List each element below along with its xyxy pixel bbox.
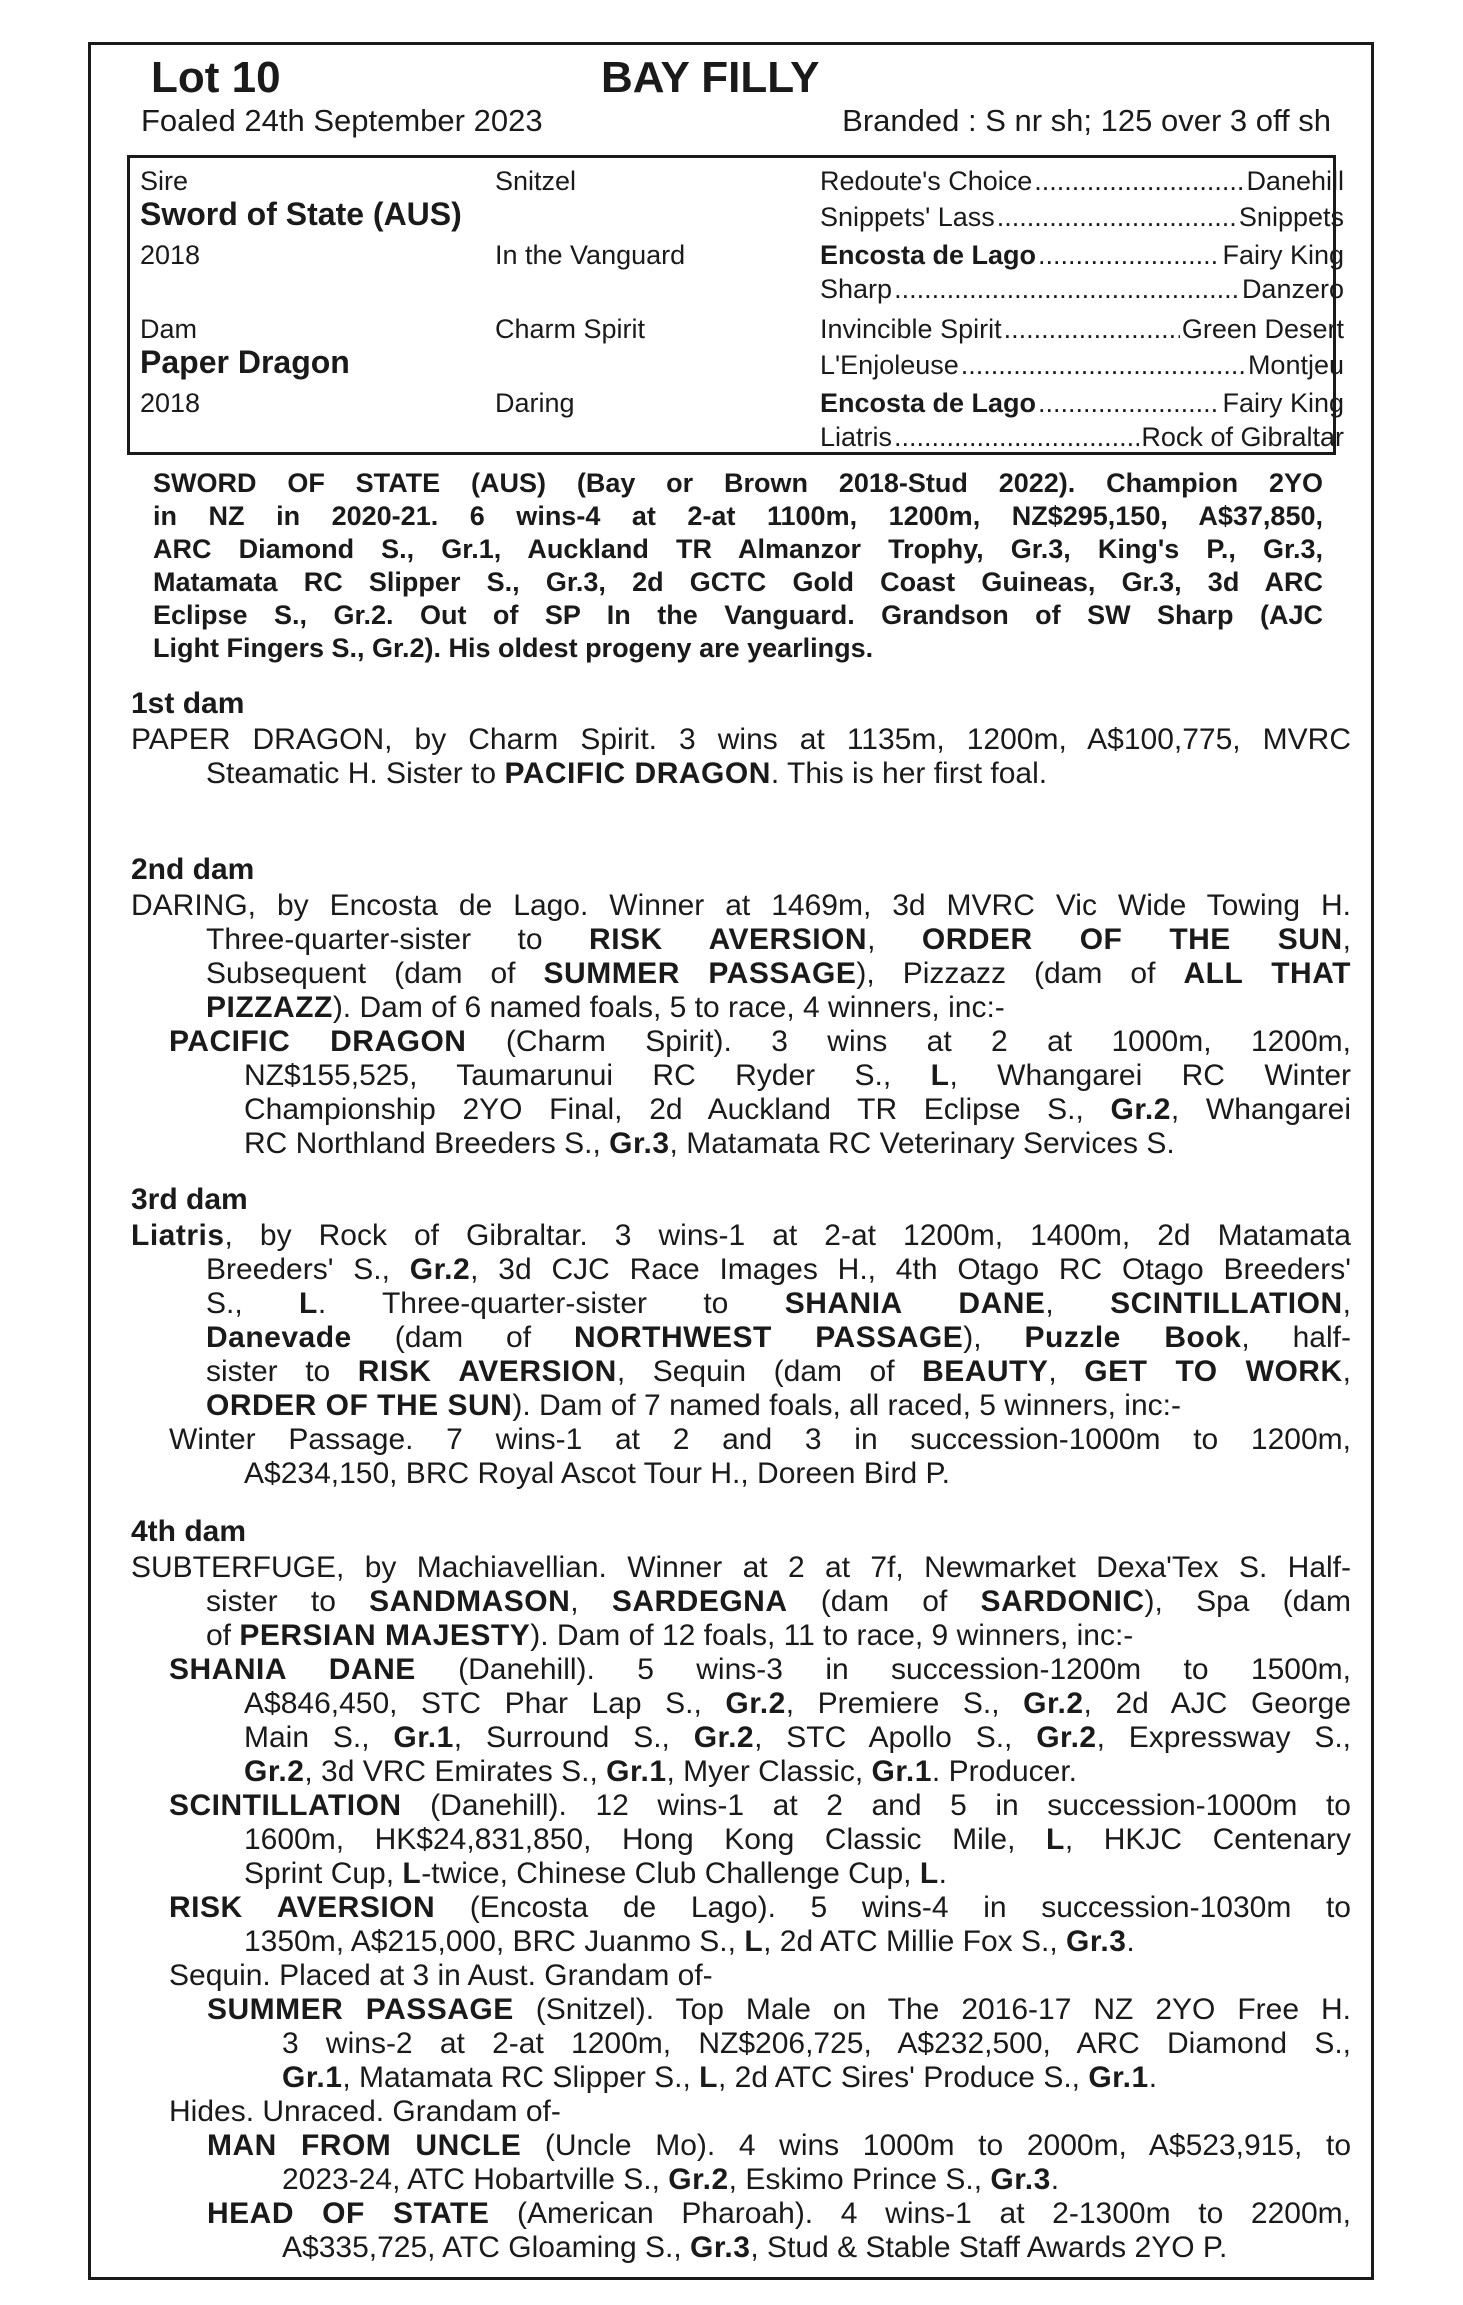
text-line: [131, 1721, 1351, 1755]
horse-name: SARDONIC: [980, 1585, 1145, 1618]
text-run: Fairy King: [1222, 388, 1344, 418]
text-run: sister to: [206, 1585, 370, 1618]
sire-label: Sire: [140, 166, 189, 196]
text-run: 1350m, A$215,000, BRC Juanmo S.,: [244, 1925, 745, 1958]
text-run: Encosta de Lago: [820, 388, 1037, 418]
page-title: BAY FILLY: [601, 53, 820, 102]
gen3-row: [820, 314, 1344, 345]
text-line: Light Fingers S., Gr.2). His oldest progeny are yearlings.: [153, 633, 874, 663]
gen3-row: [820, 422, 1344, 453]
horse-name: Gr.2: [1023, 1687, 1084, 1720]
horse-name: Gr.3: [690, 2231, 751, 2264]
text-run: , 2d ATC Millie Fox S.,: [763, 1925, 1066, 1958]
text-line: [131, 1287, 1351, 1321]
sire-dam: In the Vanguard: [495, 240, 686, 270]
text-run: Main S.,: [244, 1721, 394, 1754]
dam-sire: Charm Spirit: [495, 314, 646, 344]
text-line: SWORD OF STATE (AUS) (Bay or Brown 2018-Stud 2022). Champion 2YO: [153, 468, 1323, 498]
text-run: A$846,450, STC Phar Lap S.,: [244, 1687, 726, 1720]
horse-name: SUMMER PASSAGE: [207, 1993, 514, 2026]
text-run: , Whangarei RC Winter: [949, 1059, 1351, 1092]
text-run: [997, 202, 1237, 233]
text-run: ), Pizzazz (dam of: [856, 957, 1184, 990]
text-line: [131, 1585, 1351, 1619]
text-run: (Danehill). 12 wins-1 at 2 and 5 in succession-1000m to: [401, 1789, 1351, 1822]
text-run: [894, 274, 1240, 305]
horse-name: SCINTILLATION: [1110, 1287, 1343, 1320]
text-run: Invincible Spirit: [820, 314, 1002, 344]
horse-name: SUMMER PASSAGE: [543, 957, 857, 990]
horse-name: ALL THAT: [1183, 957, 1351, 990]
text-line: [131, 1127, 1351, 1161]
text-run: NZ$155,525, Taumarunui RC Ryder S.,: [244, 1059, 931, 1092]
text-line: [131, 1355, 1351, 1389]
text-run: , HKJC Centenary: [1064, 1823, 1351, 1856]
text-line: Matamata RC Slipper S., Gr.3, 2d GCTC Gold Coast Guineas, Gr.3, 3d ARC: [153, 567, 1323, 597]
text-run: Sprint Cup,: [244, 1857, 403, 1890]
text-run: (dam of: [787, 1585, 981, 1618]
text-line: [131, 1253, 1351, 1287]
horse-name: Gr.2: [409, 1253, 471, 1286]
lot-number: Lot 10: [151, 53, 281, 102]
text-line: Sequin. Placed at 3 in Aust. Grandam of-: [169, 1959, 713, 1992]
text-line: [131, 1925, 1351, 1959]
text-line: [131, 1789, 1351, 1823]
text-run: [894, 422, 1139, 453]
text-line: [131, 2129, 1351, 2163]
text-line: [131, 1857, 1351, 1891]
horse-name: Gr.3: [609, 1127, 670, 1160]
horse-name: Danevade: [206, 1321, 352, 1354]
text-run: [1038, 240, 1220, 271]
text-run: Danehill: [1246, 166, 1344, 196]
text-run: Redoute's Choice: [820, 166, 1033, 196]
text-run: , Eskimo Prince S.,: [728, 2163, 991, 2196]
gen3-row: [820, 166, 1344, 197]
text-run: ), Spa (dam: [1144, 1585, 1351, 1618]
text-run: ),: [963, 1321, 1025, 1354]
text-run: ,: [1342, 1287, 1351, 1320]
text-run: sister to: [206, 1355, 358, 1388]
text-run: Liatris: [820, 422, 893, 452]
section-title: 2nd dam: [131, 853, 255, 886]
text-line: [131, 1653, 1351, 1687]
sire-sire: Snitzel: [495, 166, 577, 196]
text-run: .: [938, 1857, 948, 1890]
text-run: (dam of: [351, 1321, 574, 1354]
dam-label: Dam: [140, 314, 198, 344]
horse-name: L: [930, 1059, 950, 1092]
horse-name: HEAD OF STATE: [207, 2197, 490, 2230]
text-run: Breeders' S.,: [206, 1253, 410, 1286]
section-title: 1st dam: [131, 687, 245, 720]
text-run: , Premiere S.,: [785, 1687, 1024, 1720]
gen3-row: [820, 388, 1344, 419]
text-run: Green Desert: [1181, 314, 1344, 344]
text-line: ARC Diamond S., Gr.1, Auckland TR Almanzor Trophy, Gr.3, King's P., Gr.3,: [153, 534, 1323, 564]
horse-name: Gr.1: [393, 1721, 454, 1754]
text-run: 2023-24, ATC Hobartville S.,: [282, 2163, 669, 2196]
horse-name: ORDER OF THE SUN: [206, 1389, 513, 1422]
text-run: Fairy King: [1222, 240, 1344, 270]
first-dam-section: [131, 687, 1351, 791]
text-line: [131, 1389, 1351, 1423]
horse-name: Gr.2: [693, 1721, 755, 1754]
sire-summary: [153, 467, 1323, 665]
horse-name: PIZZAZZ: [206, 991, 333, 1024]
text-line: [131, 757, 1351, 791]
text-run: , Surround S.,: [453, 1721, 694, 1754]
text-run: , Sequin (dam of: [616, 1355, 923, 1388]
text-line: A$234,150, BRC Royal Ascot Tour H., Doreen Bird P.: [244, 1457, 950, 1490]
horse-name: L: [1045, 1823, 1065, 1856]
dam-name: Paper Dragon: [140, 344, 350, 380]
text-run: , half-: [1241, 1321, 1351, 1354]
text-run: S.,: [206, 1287, 299, 1320]
text-run: Three-quarter-sister to: [206, 923, 590, 956]
text-run: Danzero: [1241, 274, 1344, 304]
text-run: ). Dam of 7 named foals, all raced, 5 winners, inc:-: [512, 1389, 1181, 1422]
text-run: .: [1050, 2163, 1060, 2196]
text-run: ,: [1342, 1355, 1351, 1388]
horse-name: Gr.2: [244, 1755, 305, 1788]
text-run: L'Enjoleuse: [820, 350, 959, 380]
horse-name: BEAUTY: [922, 1355, 1049, 1388]
sire-year: 2018: [140, 240, 201, 270]
text-line: [131, 1619, 1351, 1653]
horse-name: MAN FROM UNCLE: [207, 2129, 522, 2162]
text-run: ). Dam of 12 foals, 11 to race, 9 winners, inc:-: [530, 1619, 1134, 1652]
text-run: ). Dam of 6 named foals, 5 to race, 4 winners, inc:-: [332, 991, 1005, 1024]
text-run: , 3d VRC Emirates S.,: [304, 1755, 607, 1788]
text-run: ,: [570, 1585, 612, 1618]
text-run: (Charm Spirit). 3 wins at 2 at 1000m, 1200m,: [466, 1025, 1351, 1058]
horse-name: SANDMASON: [369, 1585, 571, 1618]
horse-name: L: [299, 1287, 318, 1320]
horse-name: RISK AVERSION: [169, 1891, 436, 1924]
sire-name: Sword of State (AUS): [140, 196, 462, 232]
gen3-row: [820, 350, 1344, 381]
text-run: A$335,725, ATC Gloaming S.,: [282, 2231, 691, 2264]
text-line: [131, 1687, 1351, 1721]
text-run: , Expressway S.,: [1096, 1721, 1352, 1754]
text-run: . Three-quarter-sister to: [317, 1287, 785, 1320]
text-run: Snippets' Lass: [820, 202, 995, 232]
horse-name: NORTHWEST PASSAGE: [573, 1321, 964, 1354]
foaled-date: Foaled 24th September 2023: [141, 103, 543, 138]
text-run: , by Rock of Gibraltar. 3 wins-1 at 2-at 1200m, 1400m, 2d Matamata: [224, 1219, 1351, 1252]
horse-name: RISK AVERSION: [357, 1355, 617, 1388]
horse-name: Gr.2: [668, 2163, 729, 2196]
text-run: [1004, 314, 1180, 345]
horse-name: Gr.1: [871, 1755, 932, 1788]
text-run: Encosta de Lago: [820, 240, 1037, 270]
text-line: in NZ in 2020-21. 6 wins-4 at 2-at 1100m, 1200m, NZ$295,150, A$37,850,: [153, 501, 1323, 531]
text-line: [131, 2061, 1351, 2095]
text-run: , Myer Classic,: [666, 1755, 872, 1788]
text-run: [1038, 388, 1220, 419]
text-run: .: [1148, 2061, 1158, 2094]
text-line: PAPER DRAGON, by Charm Spirit. 3 wins at 1135m, 1200m, A$100,775, MVRC: [131, 723, 1351, 756]
second-dam-section: [131, 853, 1351, 1161]
text-run: ,: [1342, 923, 1351, 956]
horse-name: SHANIA DANE: [784, 1287, 1046, 1320]
text-run: RC Northland Breeders S.,: [244, 1127, 610, 1160]
text-run: , Whangarei: [1170, 1093, 1352, 1126]
text-run: , 2d AJC George: [1083, 1687, 1352, 1720]
text-run: . This is her first foal.: [770, 757, 1048, 790]
text-run: 1600m, HK$24,831,850, Hong Kong Classic Mile,: [244, 1823, 1046, 1856]
text-run: . Producer.: [931, 1755, 1077, 1788]
text-line: SUBTERFUGE, by Machiavellian. Winner at 2 at 7f, Newmarket Dexa'Tex S. Half-: [131, 1551, 1351, 1584]
third-dam-section: [131, 1183, 1351, 1491]
text-line: 3 wins-2 at 2-at 1200m, NZ$206,725, A$232,500, ARC Diamond S.,: [282, 2027, 1351, 2060]
text-line: [131, 2163, 1351, 2197]
section-title: 4th dam: [131, 1515, 247, 1548]
horse-name: PERSIAN MAJESTY: [239, 1619, 531, 1652]
text-line: [131, 957, 1351, 991]
text-run: (Snitzel). Top Male on The 2016-17 NZ 2YO Free H.: [513, 1993, 1351, 2026]
text-line: Hides. Unraced. Grandam of-: [169, 2095, 561, 2128]
gen3-row: [820, 240, 1344, 271]
text-run: , Matamata RC Slipper S.,: [342, 2061, 700, 2094]
horse-name: SCINTILLATION: [169, 1789, 402, 1822]
fourth-dam-section: [131, 1515, 1351, 2265]
pedigree-table: [127, 155, 1344, 455]
text-line: [131, 1059, 1351, 1093]
text-line: [131, 1823, 1351, 1857]
text-run: , 3d CJC Race Images H., 4th Otago RC Otago Breeders': [470, 1253, 1351, 1286]
horse-name: Gr.2: [1110, 1093, 1171, 1126]
horse-name: Gr.2: [725, 1687, 786, 1720]
text-line: DARING, by Encosta de Lago. Winner at 1469m, 3d MVRC Vic Wide Towing H.: [131, 889, 1351, 922]
horse-name: ORDER OF THE SUN: [921, 923, 1343, 956]
text-line: [131, 923, 1351, 957]
horse-name: L: [699, 2061, 718, 2094]
horse-name: Gr.1: [1088, 2061, 1149, 2094]
horse-name: SARDEGNA: [611, 1585, 788, 1618]
horse-name: PACIFIC DRAGON: [169, 1025, 467, 1058]
text-line: [131, 1219, 1351, 1253]
horse-name: Liatris: [131, 1219, 225, 1252]
text-run: , STC Apollo S.,: [754, 1721, 1037, 1754]
horse-name: Gr.2: [1036, 1721, 1097, 1754]
dam-year: 2018: [140, 388, 201, 418]
section-title: 3rd dam: [131, 1183, 248, 1216]
text-line: Winter Passage. 7 wins-1 at 2 and 3 in succession-1000m to 1200m,: [169, 1423, 1351, 1456]
text-line: [131, 1093, 1351, 1127]
text-run: Subsequent (dam of: [206, 957, 544, 990]
text-run: , 2d ATC Sires' Produce S.,: [718, 2061, 1089, 2094]
horse-name: Gr.1: [282, 2061, 343, 2094]
text-run: ,: [1045, 1287, 1111, 1320]
text-run: Steamatic H. Sister to: [206, 757, 505, 790]
text-line: [131, 2197, 1351, 2231]
text-run: [1034, 166, 1244, 197]
text-run: ,: [1048, 1355, 1085, 1388]
text-run: Sharp: [820, 274, 893, 304]
brand-description: Branded : S nr sh; 125 over 3 off sh: [842, 103, 1331, 138]
text-run: [961, 350, 1246, 381]
text-line: Eclipse S., Gr.2. Out of SP In the Vanguard. Grandson of SW Sharp (AJC: [153, 600, 1323, 630]
text-run: .: [1126, 1925, 1135, 1958]
dam-dam: Daring: [495, 388, 575, 418]
text-run: Rock of Gibraltar: [1141, 422, 1344, 452]
horse-name: SHANIA DANE: [169, 1653, 416, 1686]
text-line: [131, 1993, 1351, 2027]
catalogue-page-frame: [88, 42, 1374, 2280]
text-run: ,: [867, 923, 922, 956]
text-run: -twice, Chinese Club Challenge Cup,: [421, 1857, 920, 1890]
text-run: (American Pharoah). 4 wins-1 at 2-1300m to 2200m,: [489, 2197, 1351, 2230]
horse-name: Gr.3: [990, 2163, 1051, 2196]
horse-name: Puzzle Book: [1024, 1321, 1242, 1354]
text-run: (Uncle Mo). 4 wins 1000m to 2000m, A$523,915, to: [521, 2129, 1351, 2162]
text-run: (Encosta de Lago). 5 wins-4 in succession-1030m to: [435, 1891, 1351, 1924]
horse-name: L: [402, 1857, 422, 1890]
horse-name: Gr.3: [1066, 1925, 1127, 1958]
horse-name: Gr.1: [606, 1755, 667, 1788]
text-run: Montjeu: [1247, 350, 1344, 380]
horse-name: L: [919, 1857, 939, 1890]
text-line: [131, 1025, 1351, 1059]
text-line: [131, 1755, 1351, 1789]
gen3-row: [820, 274, 1344, 305]
gen3-row: [820, 202, 1344, 233]
text-run: Snippets: [1238, 202, 1344, 232]
text-run: Championship 2YO Final, 2d Auckland TR Eclipse S.,: [244, 1093, 1111, 1126]
text-run: , Stud & Stable Staff Awards 2YO P.: [750, 2231, 1228, 2264]
horse-name: L: [744, 1925, 764, 1958]
horse-name: PACIFIC DRAGON: [504, 757, 771, 790]
text-line: [131, 991, 1351, 1025]
text-run: (Danehill). 5 wins-3 in succession-1200m to 1500m,: [415, 1653, 1351, 1686]
text-run: of: [206, 1619, 240, 1652]
text-line: [131, 1321, 1351, 1355]
text-line: [131, 2231, 1351, 2265]
horse-name: GET TO WORK: [1084, 1355, 1343, 1388]
text-run: , Matamata RC Veterinary Services S.: [669, 1127, 1175, 1160]
text-line: [131, 1891, 1351, 1925]
horse-name: RISK AVERSION: [589, 923, 868, 956]
